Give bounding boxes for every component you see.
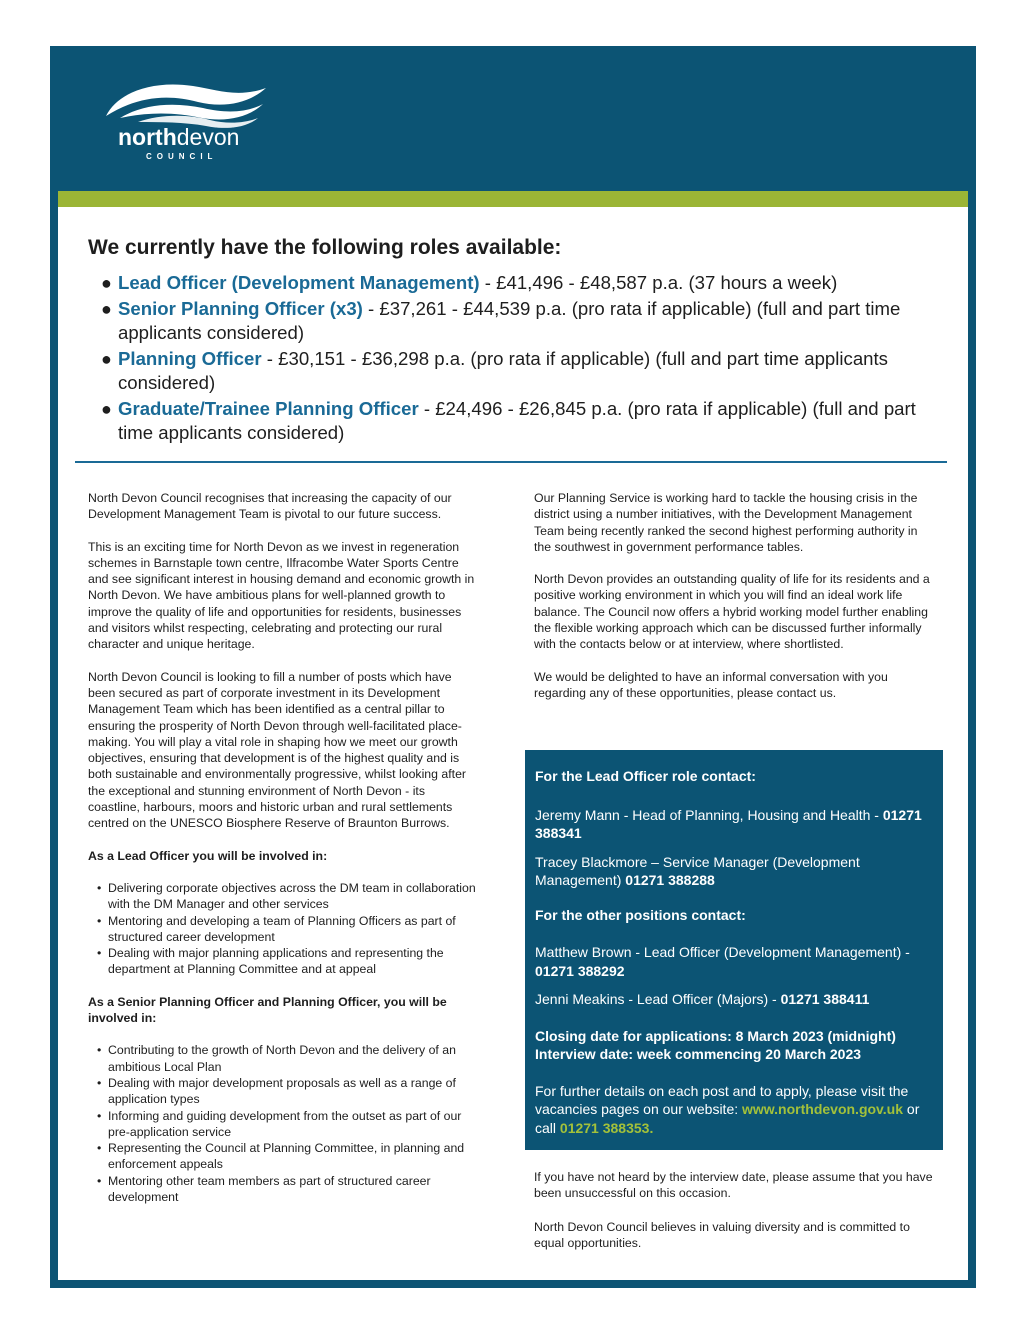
quality-of-life-paragraph: North Devon provides an outstanding quality of life for its residents and a positive working environment in which you will find an ideal work life balance. The Council now offers a hybrid working model further enabling the flexible working approach which can be discussed further informally with the contacts below or at interview, where shortlisted. bbox=[534, 572, 930, 652]
list-item: • Representing the Council at Planning Committee, in planning and enforcement appeals bbox=[97, 1141, 465, 1172]
phone-link[interactable]: 01271 388411 bbox=[780, 991, 870, 1007]
posts-paragraph: North Devon Council is looking to fill a number of posts which have been secured as part of corporate investment in its Development Management Team which has been identified as a central pillar to ensuring the prosperity of North Devon through well-facilitated place-making. You will play a vital role in shaping how we meet our growth objectives, ensuring that development is of the highest quality and is both sustainable and environmentally progressive, whilst looking after the exceptional and stunning environment of North Devon - its coastline, harbours, moors and historic urban and rural settlements centred on the UNESCO Biosphere Reserve of Braunton Burrows. bbox=[88, 669, 466, 831]
phone-link[interactable]: 01271 388288 bbox=[625, 872, 715, 888]
contact-jeremy-mann: Jeremy Mann - Head of Planning, Housing and Health - 01271 388341 bbox=[535, 806, 922, 841]
phone-link[interactable]: 01271 388341 bbox=[535, 806, 922, 841]
council-logo bbox=[98, 74, 268, 164]
header-accent-bar bbox=[50, 191, 976, 207]
frame-border-bottom bbox=[50, 1280, 976, 1288]
senior-officer-duties bbox=[88, 1042, 478, 1205]
role-item: ● Graduate/Trainee Planning Officer - £24,496 - £26,845 p.a. (pro rata if applicable) (full and part time applicants considered) bbox=[101, 397, 916, 443]
list-item: • Contributing to the growth of North Devon and the delivery of an ambitious Local Plan bbox=[97, 1043, 456, 1074]
planning-service-paragraph: Our Planning Service is working hard to tackle the housing crisis in the district using a number initiatives, with the Development Management Team being recently ranked the second highest performing authority in the southwest in government performance tables. bbox=[534, 491, 918, 554]
contact-jenni-meakins: Jenni Meakins - Lead Officer (Majors) - 01271 388411 bbox=[535, 991, 870, 1007]
list-item: • Dealing with major planning applications and representing the department at Planning Committee and at appeal bbox=[97, 946, 444, 977]
list-item: • Dealing with major development proposals as well as a range of application types bbox=[97, 1075, 456, 1107]
role-item: ● Lead Officer (Development Management) - £41,496 - £48,587 p.a. (37 hours a week) bbox=[101, 272, 838, 293]
logo-wordmark: northdevon bbox=[118, 124, 240, 150]
other-contact-heading: For the other positions contact: bbox=[535, 906, 746, 923]
roles-heading: We currently have the following roles available: bbox=[88, 236, 562, 259]
unsuccessful-note: If you have not heard by the interview date, please assume that you have been unsuccessful on this occasion. bbox=[534, 1170, 933, 1201]
closing-date: Closing date for applications: 8 March 2023 (midnight) bbox=[535, 1027, 896, 1044]
lead-officer-duties bbox=[88, 880, 478, 978]
contact-tracey-blackmore: Tracey Blackmore – Service Manager (Development Management) 01271 388288 bbox=[535, 853, 860, 888]
list-item: • Mentoring and developing a team of Planning Officers as part of structured career development bbox=[97, 913, 456, 944]
roles-list bbox=[100, 271, 950, 447]
lead-contact-heading: For the Lead Officer role contact: bbox=[535, 768, 756, 784]
senior-officer-heading: As a Senior Planning Officer and Planning Officer, you will be involved in: bbox=[88, 994, 447, 1026]
phone-link[interactable]: 01271 388353. bbox=[559, 1119, 654, 1136]
intro-paragraph: North Devon Council recognises that increasing the capacity of our Development Management Team is pivotal to our future success. bbox=[88, 491, 452, 522]
list-item: • Informing and guiding development from the outset as part of our pre-application service bbox=[97, 1108, 462, 1139]
left-column bbox=[88, 490, 478, 1221]
interview-date: Interview date: week commencing 20 March 2023 bbox=[535, 1046, 862, 1062]
lead-officer-heading: As a Lead Officer you will be involved in: bbox=[88, 848, 328, 863]
role-item: ● Planning Officer - £30,151 - £36,298 p.a. (pro rata if applicable) (full and part time applicants considered) bbox=[101, 347, 888, 393]
further-details: For further details on each post and to apply, please visit the vacancies pages on our website: www.northdevon.gov.uk or call 01271 388353. bbox=[535, 1082, 920, 1136]
list-item: • Delivering corporate objectives across the DM team in collaboration with the DM Manager and other services bbox=[97, 880, 476, 912]
footer-notes bbox=[534, 1169, 939, 1268]
contact-matthew-brown: Matthew Brown - Lead Officer (Development Management) - 01271 388292 bbox=[535, 944, 910, 979]
phone-link[interactable]: 01271 388292 bbox=[535, 962, 625, 979]
frame-border-left bbox=[50, 46, 58, 1288]
logo-subtitle: COUNCIL bbox=[146, 152, 218, 161]
frame-border-right bbox=[968, 46, 976, 1288]
diversity-note: North Devon Council believes in valuing diversity and is committed to equal opportunities. bbox=[534, 1219, 910, 1250]
website-link[interactable]: www.northdevon.gov.uk bbox=[742, 1101, 904, 1117]
contact-box bbox=[525, 750, 943, 1150]
growth-paragraph: This is an exciting time for North Devon as we invest in regeneration schemes in Barnstaple town centre, Ilfracombe Water Sports Centre and see significant interest in housing demand and economic growth in North Devon. We have ambitious plans for well-planned growth to improve the quality of life and opportunities for residents, businesses and visitors whilst respecting, celebrating and protecting our rural character and unique heritage. bbox=[88, 539, 475, 652]
contact-invite-paragraph: We would be delighted to have an informal conversation with you regarding any of these opportunities, please contact us. bbox=[534, 669, 888, 700]
list-item: • Mentoring other team members as part of structured career development bbox=[97, 1173, 431, 1204]
right-column bbox=[534, 490, 934, 717]
role-item: ● Senior Planning Officer (x3) - £37,261 - £44,539 p.a. (pro rata if applicable) (full and part time applicants considered) bbox=[101, 297, 901, 343]
section-divider bbox=[75, 461, 947, 463]
